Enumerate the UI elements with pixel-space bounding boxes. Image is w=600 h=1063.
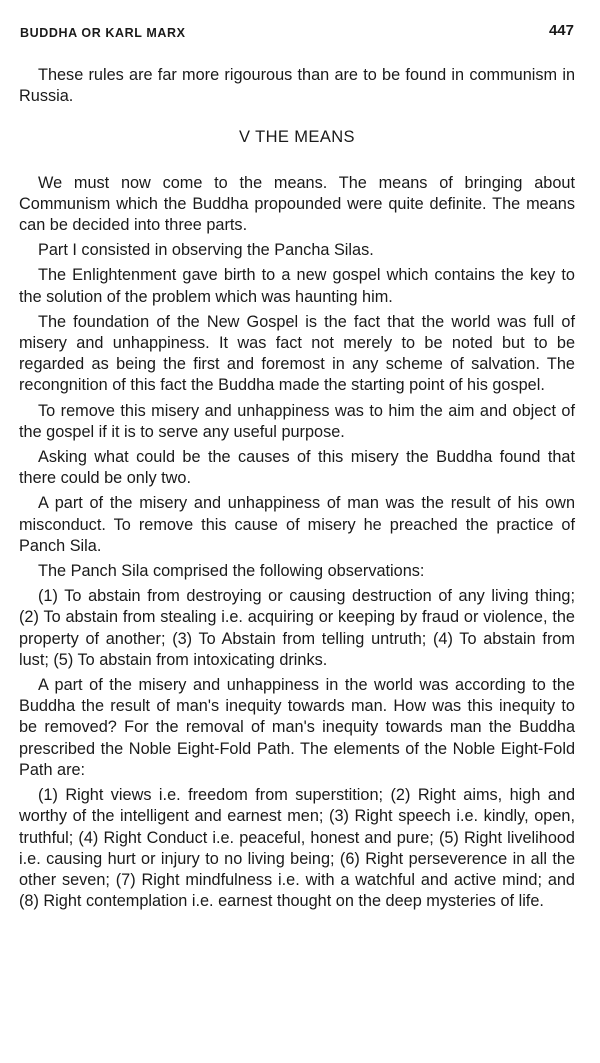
- running-title: BUDDHA OR KARL MARX: [20, 26, 186, 40]
- paragraph: (1) Right views i.e. freedom from superstition; (2) Right aims, high and worthy of the intelligent and earnest men; (3) Right speech i.e. kindly, open, truthful; (4) Right Conduct i.e. peaceful, honest and pure; (5) Right livelihood i.e. causing hurt or injury to no living being; (6) Right perseverence in all the other seven; (7) Right mindfulness i.e. with a watchful and active mind; and (8) Right contemplation i.e. earnest thought on the deep mysteries of life.: [19, 786, 575, 911]
- page-number: 447: [548, 22, 574, 39]
- paragraph: A part of the misery and unhappiness of man was the result of his own misconduct. To remove this cause of misery he preached the practice of Panch Sila.: [19, 494, 575, 555]
- paragraph: Asking what could be the causes of this misery the Buddha found that there could be only two.: [19, 448, 575, 488]
- paragraph: Part I consisted in observing the Pancha Silas.: [38, 241, 374, 260]
- paragraph: We must now come to the means. The means of bringing about Communism which the Buddha propounded were quite definite. The means can be decided into three parts.: [19, 173, 575, 235]
- paragraph: The foundation of the New Gospel is the fact that the world was full of misery and unhappiness. It was fact not merely to be noted but to be regarded as being the first and foremost in any scheme of salvation. The recongnition of this fact the Buddha made the starting point of his gospel.: [19, 312, 575, 395]
- section-heading: V THE MEANS: [239, 128, 355, 147]
- running-head: [20, 22, 574, 42]
- paragraph: The Enlightenment gave birth to a new gospel which contains the key to the solution of the problem which was haunting him.: [19, 266, 575, 306]
- paragraph: (1) To abstain from destroying or causing destruction of any living thing; (2) To abstain from stealing i.e. acquiring or keeping by fraud or violence, the property of another; (3) To Abstain from telling untruth; (4) To abstain from lust; (5) To abstain from intoxicating drinks.: [19, 587, 575, 669]
- paragraph: The Panch Sila comprised the following observations:: [38, 562, 425, 581]
- paragraph: These rules are far more rigourous than are to be found in communism in Russia.: [19, 66, 575, 106]
- body-text: [19, 65, 575, 916]
- paragraph: A part of the misery and unhappiness in the world was according to the Buddha the result of man's inequity towards man. How was this inequity to be removed? For the removal of man's inequity towards man the Buddha prescribed the Noble Eight-Fold Path. The elements of the Noble Eight-Fold Path are:: [19, 676, 575, 779]
- paragraph: To remove this misery and unhappiness was to him the aim and object of the gospel if it is to serve any useful purpose.: [19, 401, 575, 441]
